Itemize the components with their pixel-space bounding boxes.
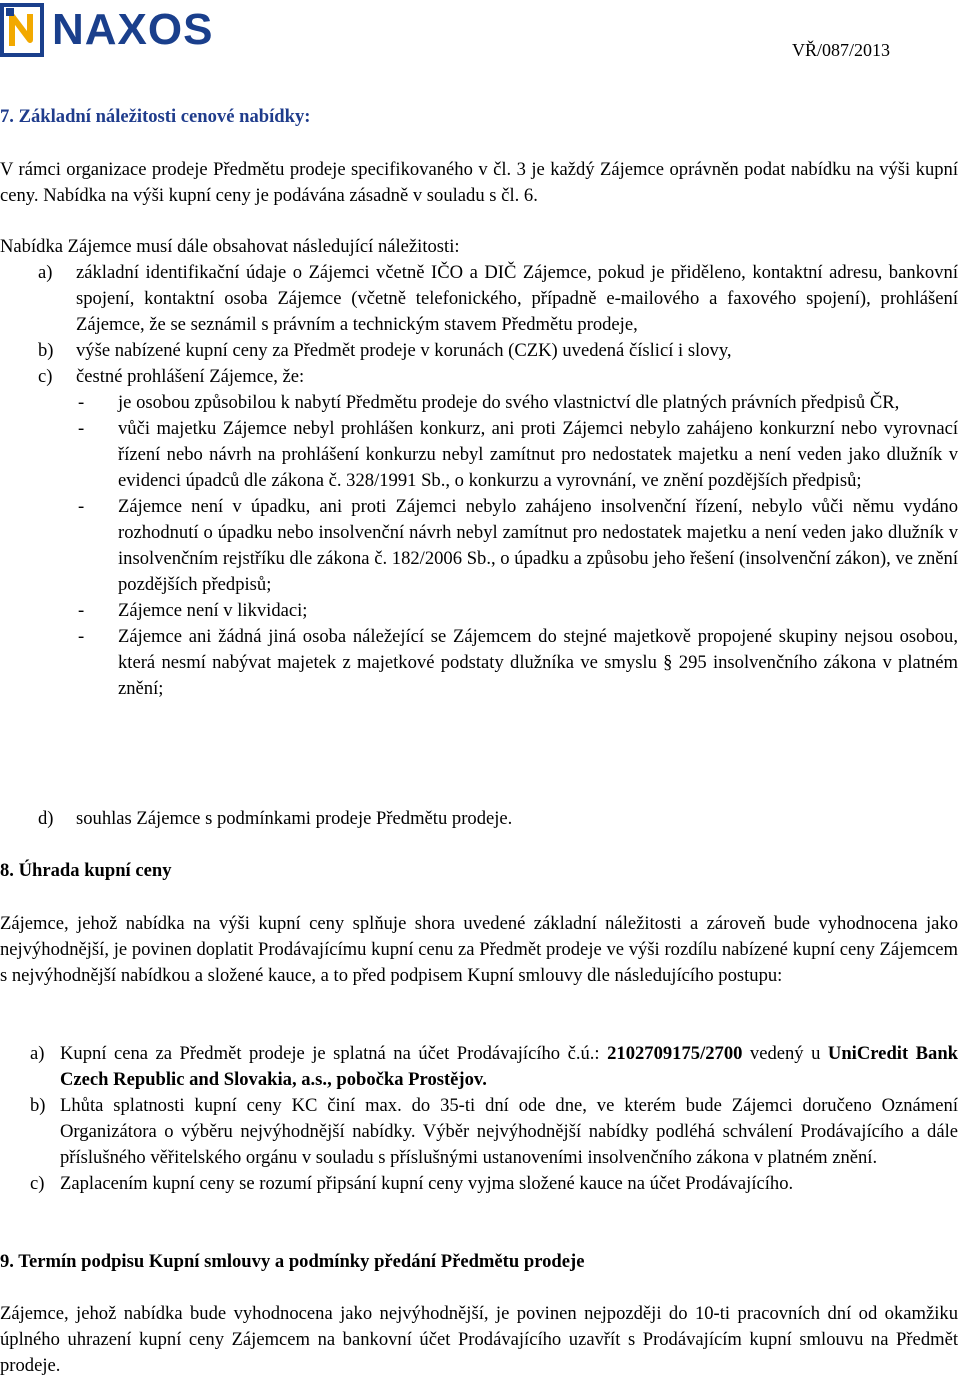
- declaration-text: je osobou způsobilou k nabytí Předmětu prodeje do svého vlastnictví dle platných právních předpisů ČR,: [118, 392, 900, 413]
- requirement-text: výše nabízené kupní ceny za Předmět prodeje v korunách (CZK) uvedená číslicí i slovy,: [76, 340, 732, 361]
- list-marker: d): [38, 808, 54, 829]
- requirement-text: základní identifikační údaje o Zájemci včetně IČO a DIČ Zájemce, pokud je přiděleno, kontaktní adresu, bankovní spojení, kontaktní osoba Zájemce (včetně telefonického, případně e-mailového a faxového spojení), prohlášení Zájemce, že se seznámil s právním a technickým stavem Předmětu prodeje,: [76, 262, 958, 335]
- section-9-title: 9. Termín podpisu Kupní smlouvy a podmínky předání Předmětu prodeje: [0, 1251, 585, 1272]
- declaration-text: Zájemce ani žádná jiná osoba náležející se Zájemcem do stejné majetkově propojené skupiny nejsou osobou, která nesmí nabývat majetek z majetkové podstaty dlužníka ve smyslu § 295 insolvenčního zákona v platném znění;: [118, 626, 958, 699]
- section-8-intro: Zájemce, jehož nabídka na výši kupní ceny splňuje shora uvedené základní náležitosti a zároveň bude vyhodnocena jako nejvýhodnější, je povinen doplatit Prodávajícímu kupní cenu za Předmět prodeje ve výši rozdílu nabízené kupní ceny Zájemcem s nejvýhodnější nabídkou a složené kauce, a to před podpisem Kupní smlouvy dle následujícího postupu:: [0, 913, 958, 986]
- requirement-text: souhlas Zájemce s podmínkami prodeje Předmětu prodeje.: [76, 808, 513, 829]
- section-9-text: Zájemce, jehož nabídka bude vyhodnocena jako nejvýhodnější, je povinen nejpozději do 10-ti pracovních dní od okamžiku úplného uhrazení kupní ceny Zájemcem na bankovní účet Prodávajícího uzavřít s Prodávajícím kupní smlouvu na Předmět prodeje.: [0, 1303, 958, 1376]
- list-marker: b): [30, 1095, 46, 1116]
- dash-marker: -: [78, 392, 85, 413]
- payment-item-b: [0, 1093, 958, 1171]
- bank-name: UniCredit Bank Czech Republic and Slovakia, a.s., pobočka Prostějov.: [60, 1043, 959, 1090]
- payment-item-c: [0, 1171, 958, 1197]
- declaration-item: [0, 624, 958, 702]
- declaration-item: [0, 416, 958, 494]
- list-marker: b): [38, 340, 54, 361]
- payment-item-a: [0, 1041, 958, 1093]
- payment-text: vedený u: [742, 1043, 828, 1064]
- account-number: 2102709175/2700: [607, 1043, 743, 1064]
- dash-marker: -: [78, 600, 85, 621]
- requirement-d-wrap: [0, 806, 958, 832]
- declaration-text: Zájemce není v likvidaci;: [118, 600, 308, 621]
- section-7-title: 7. Základní náležitosti cenové nabídky:: [0, 106, 311, 127]
- list-marker: c): [38, 366, 53, 387]
- list-marker: a): [30, 1043, 45, 1064]
- section-7-requirements-lead: Nabídka Zájemce musí dále obsahovat následující náležitosti:: [0, 236, 460, 257]
- section-8-title: 8. Úhrada kupní ceny: [0, 860, 172, 881]
- logo-wordmark: NAXOS: [52, 5, 214, 54]
- requirements-list: [0, 260, 958, 702]
- requirement-b: [0, 338, 958, 364]
- dash-marker: -: [78, 496, 85, 517]
- declaration-item: [0, 598, 958, 624]
- requirement-d: [0, 806, 958, 832]
- section-7-intro: V rámci organizace prodeje Předmětu prodeje specifikovaného v čl. 3 je každý Zájemce oprávněn podat nabídku na výši kupní ceny. Nabídka na výši kupní ceny je podávána zásadně v souladu s čl. 6.: [0, 159, 958, 206]
- requirement-a: [0, 260, 958, 338]
- naxos-logo-mark-icon: [0, 2, 48, 58]
- declaration-text: vůči majetku Zájemce nebyl prohlášen konkurz, ani proti Zájemci nebylo zahájeno konkurzní nebo vyrovnací řízení nebo návrh na prohlášení konkurzu nebyl zamítnut pro nedostatek majetku a není veden jako dlužník v evidenci úpadců dle zákona č. 328/1991 Sb., o konkurzu a vyrovnání, ve znění pozdějších předpisů;: [118, 418, 958, 491]
- declaration-item: [0, 390, 958, 416]
- requirement-text: čestné prohlášení Zájemce, že:: [76, 366, 305, 387]
- payment-text: Zaplacením kupní ceny se rozumí připsání kupní ceny vyjma složené kauce na účet Prodávajícího.: [60, 1173, 794, 1194]
- dash-marker: -: [78, 418, 85, 439]
- payment-text: Lhůta splatnosti kupní ceny KC činí max. do 35-ti dní ode dne, ve kterém bude Zájemci doručeno Oznámení Organizátora o výběru nejvýhodnější nabídky. Výběr nejvýhodnější nabídky podléhá schválení Prodávajícího a dále příslušného věřitelského orgánu v souladu s příslušnými ustanoveními insolvenčního zákona v platném znění.: [60, 1095, 958, 1168]
- naxos-logo: [0, 2, 260, 58]
- declaration-text: Zájemce není v úpadku, ani proti Zájemci nebylo zahájeno insolvenční řízení, nebylo vůči němu vydáno rozhodnutí o úpadku nebo insolvenční návrh nebyl zamítnut pro nedostatek majetku a není veden jako dlužník v insolvenčním rejstříku dle zákona č. 182/2006 Sb., o úpadku a způsobu jeho řešení (insolvenční zákon), ve znění pozdějších předpisů;: [118, 496, 958, 595]
- dash-marker: -: [78, 626, 85, 647]
- list-marker: a): [38, 262, 53, 283]
- list-marker: c): [30, 1173, 45, 1194]
- document-reference: VŘ/087/2013: [791, 40, 890, 60]
- declaration-item: [0, 494, 958, 598]
- requirement-c: [0, 364, 958, 390]
- payment-list: [0, 1041, 958, 1197]
- payment-text: Kupní cena za Předmět prodeje je splatná na účet Prodávajícího č.ú.:: [60, 1043, 608, 1064]
